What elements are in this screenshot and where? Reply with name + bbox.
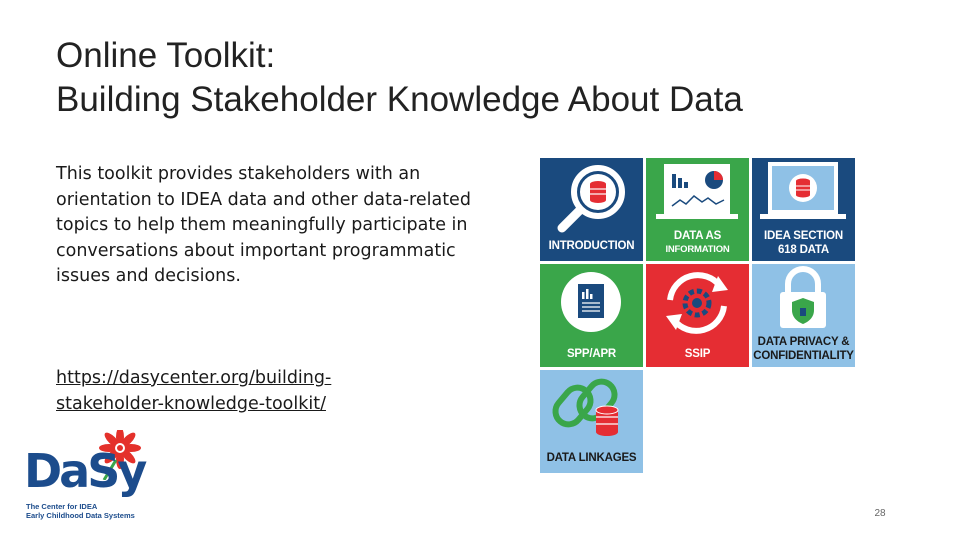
tile-data-linkages[interactable] bbox=[540, 370, 643, 473]
toolkit-topic-tiles bbox=[540, 158, 858, 476]
padlock-shield-icon bbox=[752, 264, 855, 334]
slide-title bbox=[56, 34, 916, 122]
logo-wordmark: DaSy bbox=[24, 444, 145, 498]
title-line-1: Online Toolkit: bbox=[56, 36, 276, 75]
tile-data-as-label-line1: DATA AS bbox=[673, 230, 722, 242]
tile-ssip-label: SSIP bbox=[684, 348, 711, 360]
tile-spp-apr-label: SPP/APR bbox=[566, 348, 617, 360]
title-line-2: Building Stakeholder Knowledge About Data bbox=[56, 80, 743, 119]
laptop-chart-icon bbox=[646, 158, 749, 228]
tile-introduction-label: INTRODUCTION bbox=[548, 240, 635, 252]
toolkit-link[interactable]: https://dasycenter.org/building-stakeholder-knowledge-toolkit/ bbox=[56, 368, 332, 414]
magnifier-database-icon bbox=[540, 158, 643, 238]
dasy-logo bbox=[24, 430, 144, 526]
logo-subtitle-line1: The Center for IDEA bbox=[26, 502, 98, 511]
tile-ssip[interactable] bbox=[646, 264, 749, 367]
tile-idea-section-618[interactable] bbox=[752, 158, 855, 261]
logo-subtitle-line2: Early Childhood Data Systems bbox=[26, 511, 135, 520]
tile-idea-section-label-line1: IDEA SECTION bbox=[764, 230, 843, 242]
tile-data-as-information[interactable] bbox=[646, 158, 749, 261]
laptop-database-icon bbox=[752, 158, 855, 228]
toolkit-description: This toolkit provides stakeholders with an orientation to IDEA data and other data-related topics to help them meaningfully participate in conversations about important programmatic issues and decisions. bbox=[56, 164, 471, 286]
chain-link-database-icon bbox=[540, 370, 643, 450]
tile-data-linkages-label: DATA LINKAGES bbox=[546, 452, 637, 464]
report-document-icon bbox=[540, 264, 643, 344]
cycle-gear-icon bbox=[646, 264, 749, 344]
tile-data-privacy[interactable] bbox=[752, 264, 855, 367]
tile-spp-apr[interactable] bbox=[540, 264, 643, 367]
tile-introduction[interactable] bbox=[540, 158, 643, 261]
tile-idea-section-label-line2: 618 DATA bbox=[777, 244, 829, 256]
tile-privacy-label-line1: DATA PRIVACY & bbox=[757, 336, 850, 348]
tile-privacy-label-line2: CONFIDENTIALITY bbox=[753, 350, 854, 362]
slide-page-number: 28 bbox=[874, 508, 886, 519]
tile-data-as-label-line2: INFORMATION bbox=[665, 244, 730, 255]
